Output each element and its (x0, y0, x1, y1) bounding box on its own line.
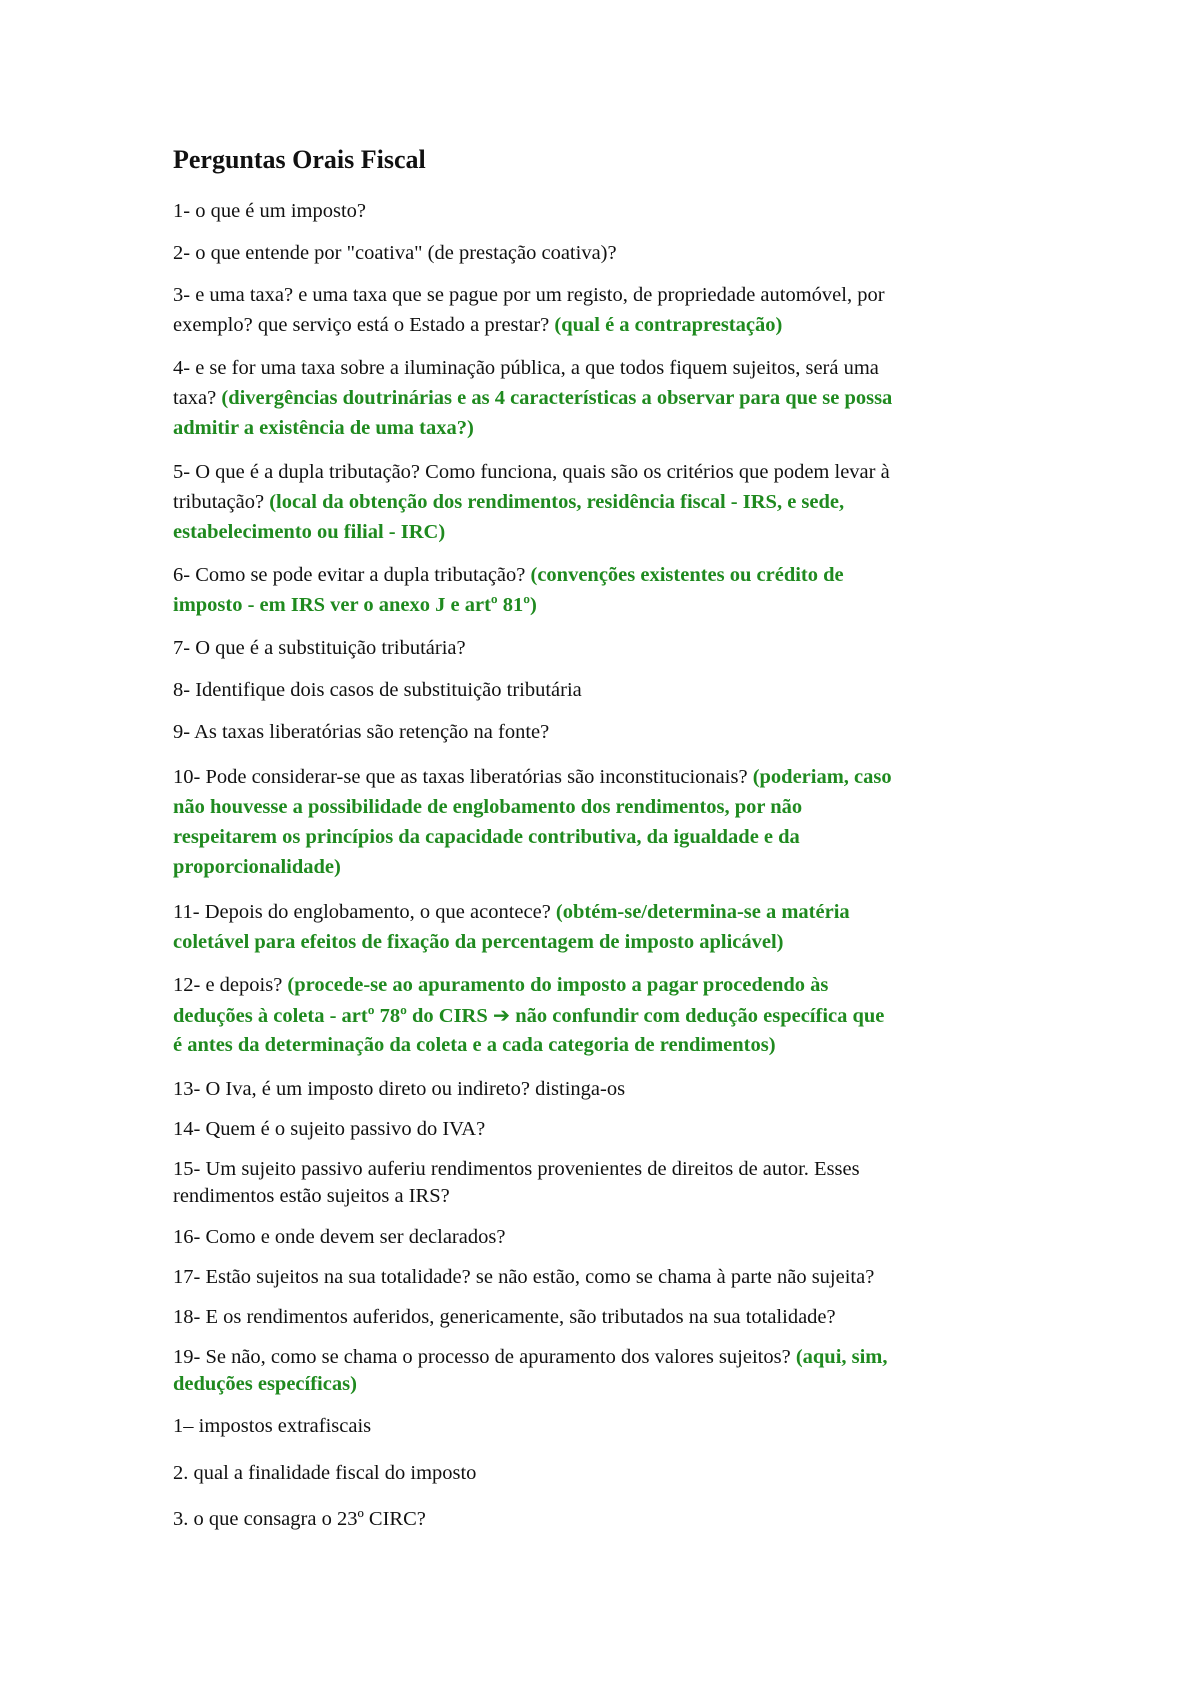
answer-hint: proporcionalidade) (173, 856, 341, 878)
answer-hint: não houvesse a possibilidade de englobamento dos rendimentos, por não (173, 796, 803, 818)
answer-hint: imposto - em IRS ver o anexo J e artº 81º) (173, 594, 537, 616)
answer-hint: deduções específicas) (173, 1373, 357, 1395)
question-13: 13- O Iva, é um imposto direto ou indireto? distinga-os (173, 1078, 626, 1100)
answer-hint: (poderiam, caso (752, 766, 892, 788)
question-2: 2- o que entende por "coativa" (de prestação coativa)? (173, 242, 617, 264)
question-5: 5- O que é a dupla tributação? Como funciona, quais são os critérios que podem levar à tributação? (local da obtenção dos rendimentos, residência fiscal - IRS, e sede, estabelecimento ou filial - IRC) (173, 457, 1035, 547)
question-17: 17- Estão sujeitos na sua totalidade? se não estão, como se chama à parte não sujeita? (173, 1266, 875, 1288)
extra-question-2: 2. qual a finalidade fiscal do imposto (173, 1462, 477, 1484)
answer-hint: (obtém-se/determina-se a matéria (555, 901, 850, 923)
question-8: 8- Identifique dois casos de substituição tributária (173, 679, 582, 701)
answer-hint: é antes da determinação da coleta e a cada categoria de rendimentos) (173, 1034, 776, 1056)
document-title: Perguntas Orais Fiscal (173, 145, 426, 174)
answer-hint: (convenções existentes ou crédito de (530, 564, 844, 586)
question-19: 19- Se não, como se chama o processo de apuramento dos valores sujeitos? (aqui, sim, deduções específicas) (173, 1342, 1035, 1396)
answer-hint: estabelecimento ou filial - IRC) (173, 521, 446, 543)
question-7: 7- O que é a substituição tributária? (173, 637, 466, 659)
answer-hint: (divergências doutrinárias e as 4 características a observar para que se possa (221, 387, 893, 409)
arrow-right-icon: ➔ (492, 1003, 511, 1027)
question-11: 11- Depois do englobamento, o que acontece? (obtém-se/determina-se a matéria coletável para efeitos de fixação da percentagem de imposto aplicável) (173, 897, 1035, 957)
question-18: 18- E os rendimentos auferidos, genericamente, são tributados na sua totalidade? (173, 1306, 836, 1328)
answer-hint: coletável para efeitos de fixação da percentagem de imposto aplicável) (173, 931, 784, 953)
answer-hint: admitir a existência de uma taxa?) (173, 417, 474, 439)
question-6: 6- Como se pode evitar a dupla tributação? (convenções existentes ou crédito de imposto - em IRS ver o anexo J e artº 81º) (173, 560, 1035, 620)
answer-hint: respeitarem os princípios da capacidade contributiva, da igualdade e da (173, 826, 800, 848)
question-14: 14- Quem é o sujeito passivo do IVA? (173, 1118, 486, 1140)
question-4: 4- e se for uma taxa sobre a iluminação pública, a que todos fiquem sujeitos, será uma taxa? (divergências doutrinárias e as 4 características a observar para que se possa admitir a existência de uma taxa?) (173, 353, 1035, 443)
question-16: 16- Como e onde devem ser declarados? (173, 1226, 506, 1248)
question-12: 12- e depois? (procede-se ao apuramento do imposto a pagar procedendo às deduções à coleta - artº 78º do CIRS ➔ não confundir com dedução específica que é antes da determinação da coleta e a cada categoria de rendimentos) (173, 970, 1035, 1060)
extra-question-1: 1– impostos extrafiscais (173, 1415, 372, 1437)
question-1: 1- o que é um imposto? (173, 200, 367, 222)
question-9: 9- As taxas liberatórias são retenção na fonte? (173, 721, 550, 743)
answer-hint: (qual é a contraprestação) (554, 314, 783, 336)
answer-hint: (procede-se ao apuramento do imposto a pagar procedendo às (287, 974, 829, 996)
question-15: 15- Um sujeito passivo auferiu rendimentos provenientes de direitos de autor. Esses rendimentos estão sujeitos a IRS? (173, 1158, 860, 1207)
answer-hint: deduções à coleta - artº 78º do CIRS ➔ não confundir com dedução específica que (173, 1003, 885, 1027)
answer-hint: (local da obtenção dos rendimentos, residência fiscal - IRS, e sede, (269, 491, 845, 513)
question-3: 3- e uma taxa? e uma taxa que se pague por um registo, de propriedade automóvel, por exemplo? que serviço está o Estado a prestar? (qual é a contraprestação) (173, 284, 885, 336)
extra-question-3: 3. o que consagra o 23º CIRC? (173, 1508, 426, 1530)
question-10: 10- Pode considerar-se que as taxas liberatórias são inconstitucionais? (poderiam, caso não houvesse a possibilidade de englobamento dos rendimentos, por não respeitarem os princípios da capacidade contributiva, da igualdade e da proporcionalidade) (173, 762, 1035, 882)
answer-hint: (aqui, sim, (795, 1346, 888, 1368)
